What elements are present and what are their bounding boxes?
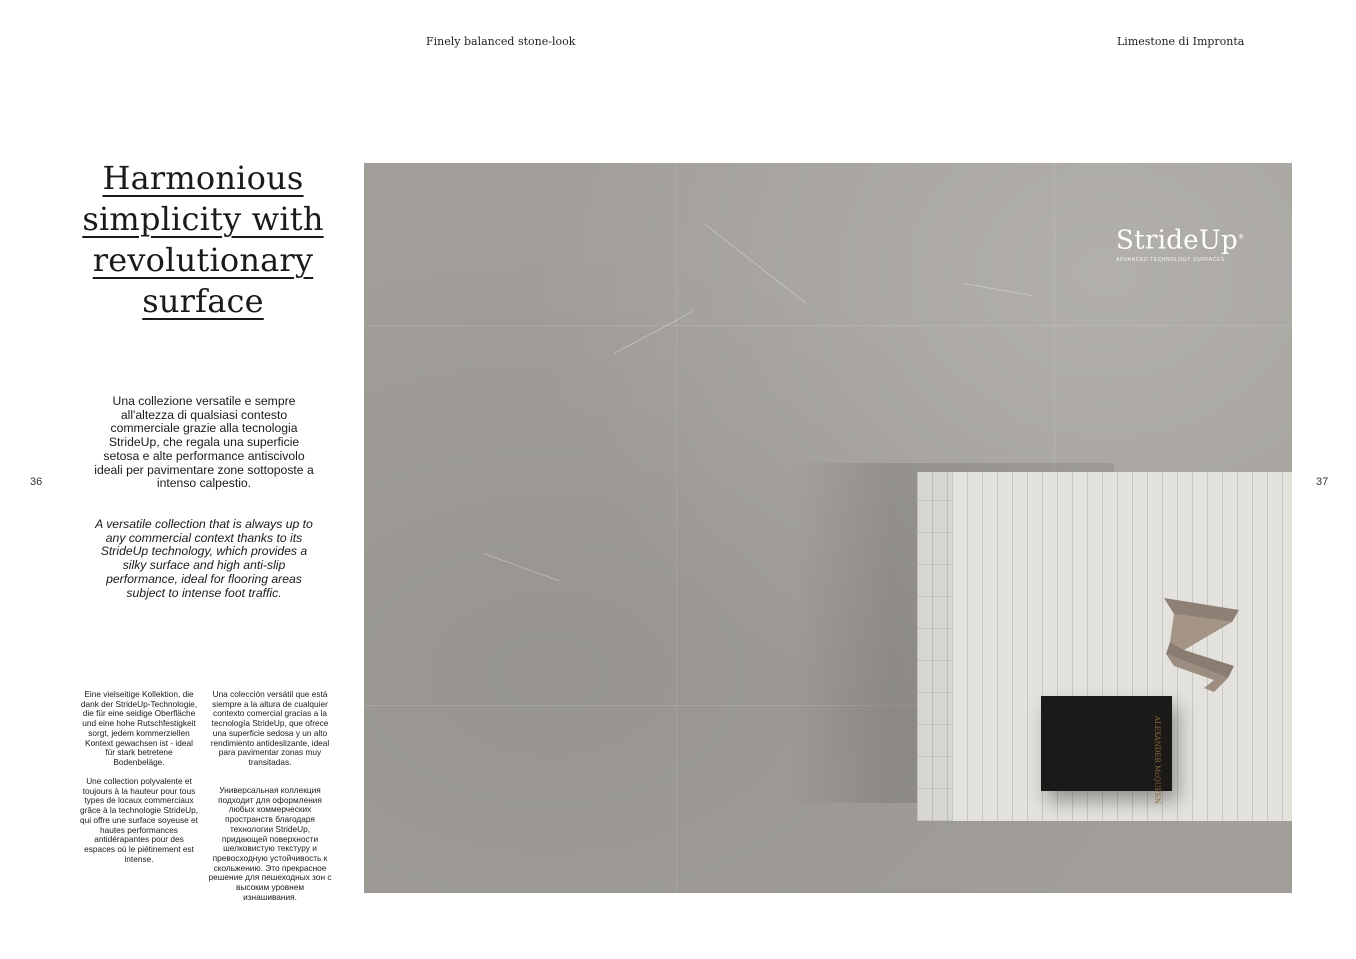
sculpture (1144, 588, 1254, 708)
marble-vein (964, 283, 1033, 296)
tile-joint (1054, 163, 1055, 473)
page-number-left: 36 (30, 476, 43, 488)
title-line: Harmonious (102, 159, 304, 197)
page-title (62, 158, 344, 322)
marble-vein (704, 223, 807, 304)
product-photo (364, 163, 1292, 893)
logo-tagline: ADVANCED TECHNOLOGY SURFACES (1116, 256, 1225, 263)
title-line: surface (142, 282, 264, 320)
title-line: revolutionary (92, 241, 314, 279)
running-header-right: Limestone di Impronta (1117, 35, 1245, 48)
text-russian: Универсальная коллекция подходит для оформления любых коммерческих пространств благодаря технологии StrideUp, придающей поверхности шелковистую текстуру и превосходную устойчивость к скольжению. Это прекрасное решение для пешеходных зон с высоким уровнем изнашивания. (208, 785, 332, 902)
tile-joint (676, 163, 677, 893)
running-header-left: Finely balanced stone-look (426, 35, 576, 48)
title-line: simplicity with (82, 200, 324, 238)
strideup-logo (1116, 223, 1256, 263)
tile-joint (364, 325, 1292, 326)
intro-italian: Una collezione versatile e sempre all'altezza di qualsiasi contesto commerciale grazie alla tecnologia StrideUp, che regala una superficie setosa e alte performance antiscivolo ideali per pavimentare zone sottoposte a intenso calpestio. (94, 394, 314, 491)
text-spanish: Una colección versátil que está siempre a la altura de cualquier contexto comercial gracias a la tecnología StrideUp, que ofrece una superficie sedosa y un alto rendimiento antideslizante, ideal para pavimentar zonas muy transitadas. (210, 689, 330, 767)
logo-wordmark: StrideUp® (1116, 225, 1245, 256)
text-german: Eine vielseitige Kollektion, die dank der StrideUp-Technologie, die für eine seidige Oberfläche und eine hohe Rutschfestigkeit sorgt, jedem kommerziellen Kontext gewachsen ist - ideal für stark betretene Bodenbeläge. (80, 689, 198, 767)
book (1041, 696, 1172, 805)
intro-english: A versatile collection that is always up to any commercial context thanks to its StrideUp technology, which provides a silky surface and high anti-slip performance, ideal for flooring areas subject to intense foot traffic. (95, 517, 313, 600)
book-title: ALEXANDER McQUEEN (1153, 716, 1161, 805)
text-french: Une collection polyvalente et toujours à la hauteur pour tous types de locaux commerciaux grâce à la technologie StrideUp, qui offre une surface soyeuse et hautes performances antidérapantes pour des espaces où le piétinement est intense. (79, 776, 199, 864)
marble-vein (484, 553, 560, 581)
marble-vein (614, 311, 694, 354)
page-number-right: 37 (1316, 476, 1329, 488)
